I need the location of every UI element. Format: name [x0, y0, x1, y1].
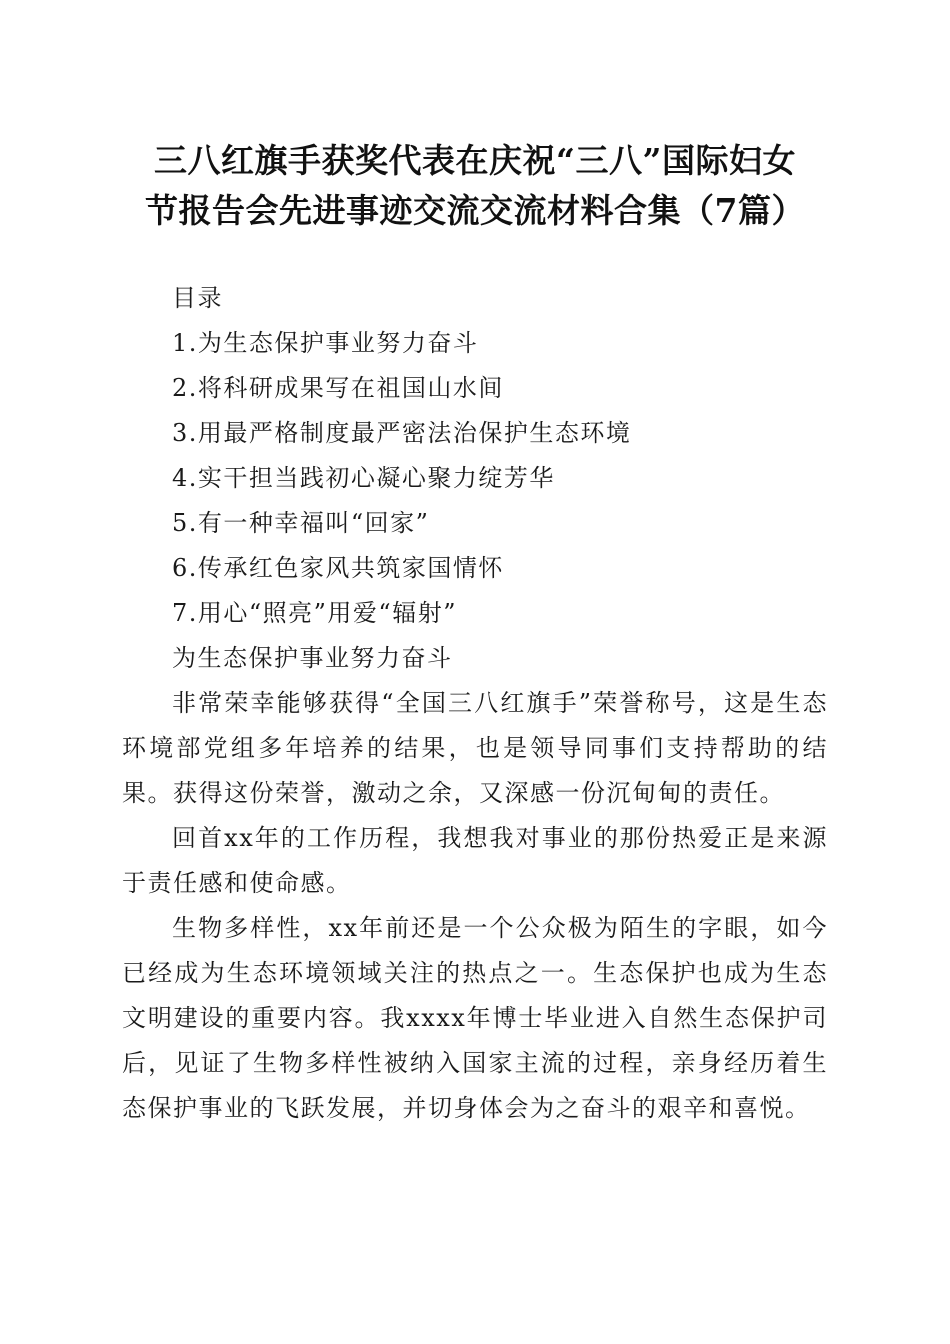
toc-item: 1.为生态保护事业努力奋斗 [172, 329, 479, 357]
title-line-1: 三八红旗手获奖代表在庆祝“三八”国际妇女 [154, 141, 796, 180]
section-heading: 为生态保护事业努力奋斗 [172, 644, 453, 672]
table-of-contents [122, 321, 828, 636]
toc-item: 4.实干担当践初心凝心聚力绽芳华 [172, 464, 555, 492]
toc-item: 2.将科研成果写在祖国山水间 [172, 374, 504, 402]
toc-item: 5.有一种幸福叫“回家” [172, 509, 430, 537]
document-body [122, 276, 828, 1131]
document-title [100, 136, 850, 236]
title-line-2: 节报告会先进事迹交流交流材料合集（7篇） [145, 191, 805, 230]
toc-item: 7.用心“照亮”用爱“辐射” [172, 599, 457, 627]
body-paragraph: 生物多样性，xx年前还是一个公众极为陌生的字眼，如今已经成为生态环境领域关注的热点之一。生态保护也成为生态文明建设的重要内容。我xxxx年博士毕业进入自然生态保护司后，见证了生物多样性被纳入国家主流的过程，亲身经历着生态保护事业的飞跃发展，并切身体会为之奋斗的艰辛和喜悦。 [122, 914, 828, 1122]
toc-item: 3.用最严格制度最严密法治保护生态环境 [172, 419, 632, 447]
toc-heading: 目录 [172, 284, 223, 312]
body-paragraph: 非常荣幸能够获得“全国三八红旗手”荣誉称号，这是生态环境部党组多年培养的结果，也是领导同事们支持帮助的结果。获得这份荣誉，激动之余，又深感一份沉甸甸的责任。 [122, 689, 828, 807]
body-paragraph: 回首xx年的工作历程，我想我对事业的那份热爱正是来源于责任感和使命感。 [122, 824, 828, 897]
toc-item: 6.传承红色家风共筑家国情怀 [172, 554, 504, 582]
